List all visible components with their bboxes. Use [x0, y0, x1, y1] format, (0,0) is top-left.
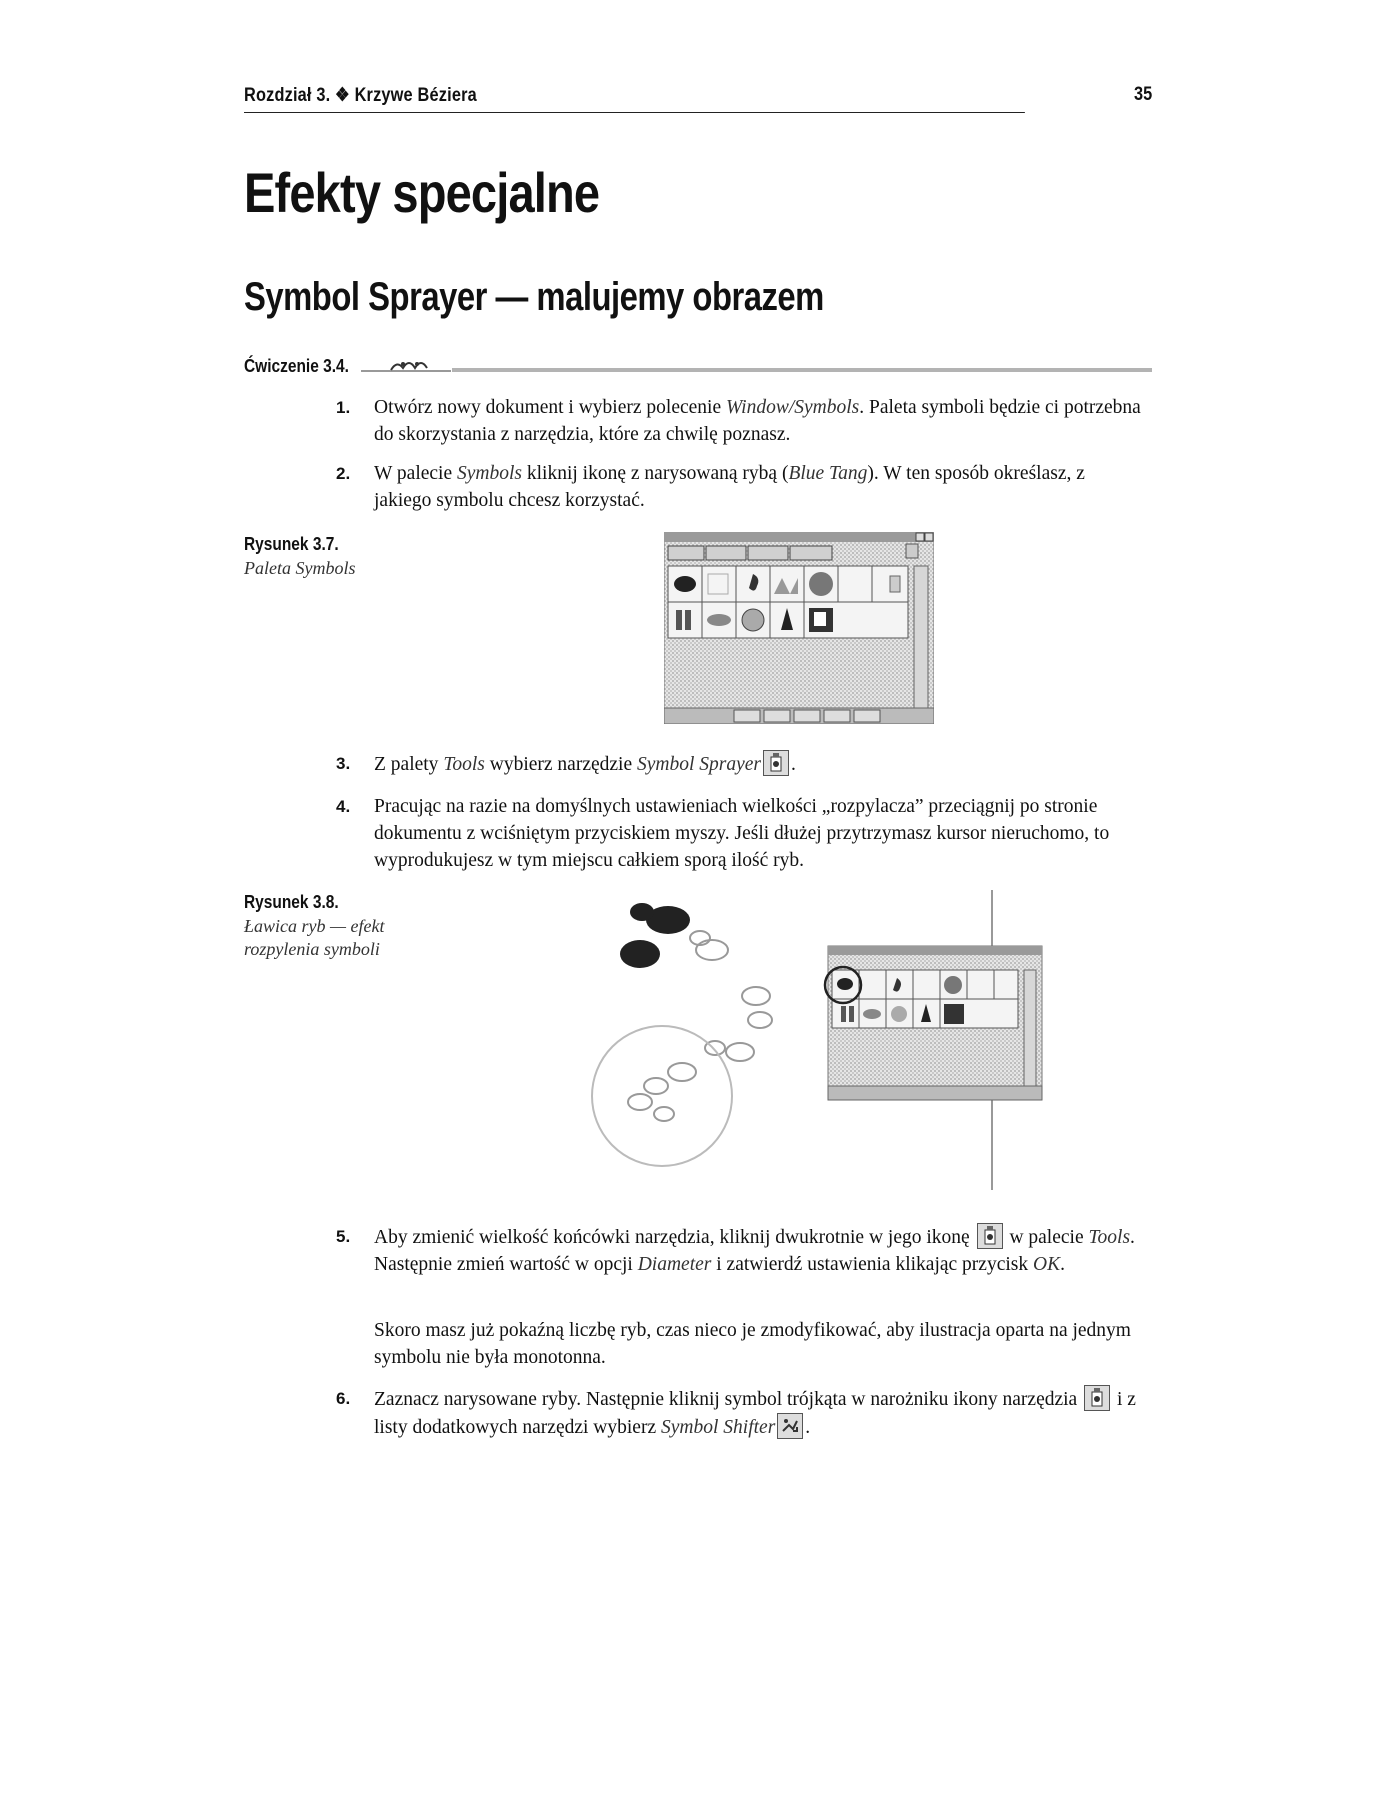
item-number: 4.	[336, 797, 351, 816]
symbols-palette-screenshot	[664, 532, 934, 724]
item-text: Aby zmienić wielkość końcówki narzędzia, kliknij dwukrotnie w jego ikonę w palecie Tools. Następnie zmień wartość w opcji Diameter i zatwierdź ustawienia klikając przycisk OK.	[354, 1223, 1144, 1278]
palette-name: Symbols	[457, 463, 523, 484]
exercise-rule	[452, 368, 1152, 372]
symbol-shifter-icon	[777, 1413, 803, 1439]
option-name: Diameter	[637, 1254, 712, 1275]
tool-name: Symbol Sprayer	[637, 754, 762, 775]
list-item	[336, 793, 1144, 874]
item-text: Pracując na razie na domyślnych ustawieniach wielkości „rozpylacza” przeciągnij po stronie dokumentu z wciśniętym przyciskiem myszy. Jeśli dłużej przytrzymasz kursor nieruchomo, to wyprodukujesz w tym miejscu całkiem sporą ilość ryb.	[374, 796, 1110, 871]
figure-label: Rysunek 3.7.	[244, 534, 339, 554]
list-item	[336, 1223, 1144, 1278]
item-text: Zaznacz narysowane ryby. Następnie kliknij symbol trójkąta w narożniku ikony narzędzia i z listy dodatkowych narzędzi wybierz Symbol Shifter .	[354, 1385, 1144, 1441]
exercise-label: Ćwiczenie 3.4.	[244, 356, 349, 376]
item-text: Otwórz nowy dokument i wybierz polecenie Window/Symbols. Paleta symboli będzie ci potrzebna do skorzystania z narzędzia, które za chwilę poznasz.	[374, 397, 1141, 445]
palette-name: Tools	[443, 754, 485, 775]
item-number: 3.	[336, 754, 351, 773]
list-item	[336, 750, 1144, 778]
fish-spray-illustration	[570, 890, 1050, 1190]
figure-caption	[244, 534, 394, 580]
symbol-sprayer-icon	[763, 750, 789, 776]
item-number: 2.	[336, 464, 351, 483]
figure-caption	[244, 892, 394, 961]
item-number: 5.	[336, 1227, 351, 1246]
symbol-sprayer-icon	[1084, 1385, 1110, 1411]
palette-name: Tools	[1088, 1227, 1131, 1248]
item-number: 1.	[336, 398, 351, 417]
item-number: 6.	[336, 1389, 351, 1408]
figure-label: Rysunek 3.8.	[244, 892, 339, 912]
section-title: Symbol Sprayer — malujemy obrazem	[244, 275, 824, 319]
item-text: W palecie Symbols kliknij ikonę z narysowaną rybą (Blue Tang). W ten sposób określasz, z jakiego symbolu chcesz korzystać.	[374, 463, 1085, 511]
figure-description: Paleta Symbols	[244, 558, 356, 578]
button-name: OK	[1033, 1254, 1061, 1275]
list-item	[336, 394, 1144, 448]
page-number: 35	[1133, 84, 1153, 105]
symbol-name: Blue Tang	[788, 463, 868, 484]
exercise-header	[244, 356, 1154, 380]
list-item	[336, 1385, 1144, 1441]
symbol-sprayer-icon	[977, 1223, 1003, 1249]
list-item	[336, 460, 1144, 514]
menu-path: Window/Symbols	[725, 397, 860, 418]
item-text: Z palety Tools wybierz narzędzie Symbol Sprayer .	[354, 750, 1144, 778]
page-title: Efekty specjalne	[244, 161, 600, 224]
figure-description: Ławica ryb — efekt rozpylenia symboli	[244, 916, 385, 959]
tool-name: Symbol Shifter	[661, 1417, 776, 1438]
chapter-title: Rozdział 3. ❖ Krzywe Béziera	[244, 85, 477, 106]
body-paragraph: Skoro masz już pokaźną liczbę ryb, czas nieco je zmodyfikować, aby ilustracja oparta na jednym symbolu nie była monotonna.	[374, 1320, 1131, 1368]
exercise-ornament-icon	[361, 358, 451, 378]
running-head	[244, 84, 1153, 113]
